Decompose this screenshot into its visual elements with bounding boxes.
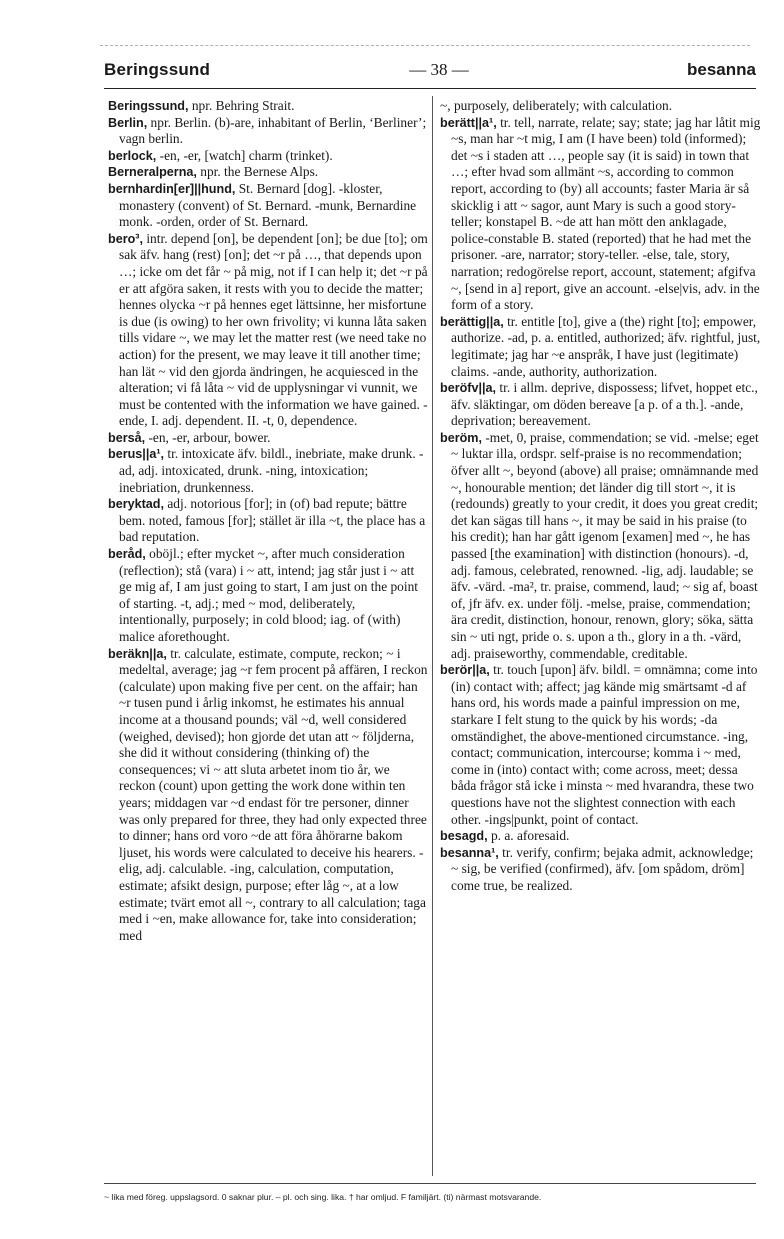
entry-headword: beråd, (108, 547, 146, 562)
entry-definition: npr. Behring Strait. (188, 98, 295, 113)
column-divider (432, 96, 433, 1176)
dictionary-entry (108, 164, 428, 181)
entry-headword: besanna¹, (440, 845, 499, 860)
right-column (440, 98, 762, 895)
entry-headword: Berneralperna, (108, 165, 197, 180)
entry-headword: berus||a¹, (108, 447, 165, 462)
page-number: — 38 — (409, 60, 469, 79)
page-header (104, 60, 756, 88)
left-guide-word: Beringssund (104, 60, 211, 79)
abbreviation-footnote: ~ lika med föreg. uppslagsord. 0 saknar plur. – pl. och sing. lika. † har omljud. F familjärt. (ti) närmast motsvarande. (104, 1192, 542, 1202)
entry-headword: Beringssund, (108, 99, 189, 113)
entry-headword: beröm, (440, 430, 482, 445)
dictionary-entry (440, 98, 762, 115)
footer-rule (104, 1183, 756, 1184)
entry-definition: -met, 0, praise, commendation; se vid. -melse; eget ~ luktar illa, ordspr. self-praise is no recommendation; öfver allt ~, beyond (above) all praise; omnämnande med ~, honourable mention; det länder dig till stort ~, it is (redounds) greatly to your credit, it does you great credit; det kan sägas till hans ~, it may be said in his praise (to his credit); han har gått igenom [examen] med ~, he has passed [the examination] with distinction (honours). -d, adj. famous, celebrated, renowned. -lig, adj. laudable; se äfv. -värd. -ma², tr. praise, commend, laud; ~ sig af, boast of, jfr äfv. ex. under följ. -melse, praise, commendation; ära credit, distinction, honour, renown, glory; söka, sätta sin ~ uti ngt, pride o. s. upon a th., glory in a th. -värd, adj. praiseworthy, commendable, creditable. (451, 429, 759, 661)
entry-definition: npr. Berlin. (b)-are, inhabitant of Berlin, ‘Berliner’; vagn berlin. (119, 114, 427, 147)
entry-definition: tr. intoxicate äfv. bildl., inebriate, make drunk. -ad, adj. intoxicated, drunk. -ning, intoxication; inebriation, drunkenness. (119, 446, 424, 495)
dictionary-entry (108, 148, 428, 165)
dictionary-entry (108, 496, 428, 546)
entry-headword: berättig||a, (440, 314, 504, 329)
entry-definition: tr. entitle [to], give a (the) right [to]; empower, authorize. -ad, p. a. entitled, authorized; äfv. rightful, just, legitimate; jag har ~e anspråk, I have just (legitimate) claims. -ande, authority, authorization. (451, 313, 761, 379)
entry-headword: beräkn||a, (108, 646, 167, 661)
entry-definition: ~, purposely, deliberately; with calculation. (440, 98, 673, 113)
dictionary-entry (108, 181, 428, 231)
dictionary-entry (108, 98, 428, 115)
dictionary-entry (440, 380, 762, 430)
entry-headword: bero³, (108, 231, 143, 246)
left-column (108, 98, 428, 944)
dictionary-entry (108, 115, 428, 148)
entry-definition: -en, -er, [watch] charm (trinket). (156, 147, 333, 163)
dictionary-entry (440, 314, 762, 380)
entry-definition: tr. tell, narrate, relate; say; state; jag har låtit mig ~s, man har ~t mig, I am (I have been) told (informed); det ~s i staden att …, people say (it is said) in town that …; efter hvad som allmänt ~s, according to common report, according to (by) all accounts; faster Maria är så skicklig i att ~ sagor, aunt Mary is such a good story-teller; konstapel B. ~de att han mött den anklagade, police-constable B. stated (reported) that he had met the prisoner. -are, narrator; story-teller. -else, tale, story, narration; redogörelse report, account, statement; afgifva ~, [send in a] report, give an account. -else|vis, adv. in the form of a story. (451, 114, 761, 313)
entry-definition: oböjl.; efter mycket ~, after much consideration (reflection); stå (vara) i ~ att, intend; jag står just i ~ att ge mig af, I am just going to start, I am just on the point of starting. -t, adj.; med ~ mod, deliberately, intentionally, purposely; in cold blood; iag. of (with) malice aforethought. (119, 546, 419, 644)
header-rule (104, 88, 756, 89)
entry-headword: bernhardin[er]||hund, (108, 181, 236, 196)
dictionary-entry (108, 546, 428, 646)
entry-definition: tr. touch [upon] äfv. bildl. = omnämna; come into (in) contact with; affect; jag kände mig smärtsamt -d af hans ord, his words made a painful impression on me, starkare I felt stung to the quick by his words; -da omständighet, the above-mentioned circumstance. -ing, contact; communication, intercourse; komma i ~ med, come in (into) contact with; come across, meet; dessa båda frågor stå icke i minsta ~ med hvarandra, these two questions have not the slightest connection with each other. -ings|punkt, point of contact. (451, 662, 758, 827)
dictionary-entry (108, 231, 428, 430)
entry-definition: tr. calculate, estimate, compute, reckon; ~ i medeltal, average; jag ~r fem procent på affären, I reckon (calculate) upon making five per cent. on the affair; han ~r tusen pund i årlig inkomst, he estimates his annual income at a thousand pounds; väl ~d, well considered (weighed, devised); hon gjorde det utan att ~ följderna, she did it without considering (thinking of) the consequences; vi ~ att sluta arbetet inom tio år, we reckon (count) upon getting the work done within ten years; middagen var ~d endast för tre personer, dinner was only prepared for three, they had only expected three to dinner; hans ord voro ~de att föra åhörarne bakom ljuset, his words were calculated to deceive his hearers. -elig, adj. calculable. -ing, calculation, computation, estimate; afsikt design, purpose; efter låg ~, at a low estimate; tvärt emot all ~, contrary to all calculation; taga med i ~en, make allowance for, take into consideration; med (119, 645, 428, 943)
dictionary-entry (108, 646, 428, 945)
dictionary-entry (108, 446, 428, 496)
entry-definition: -en, -er, arbour, bower. (145, 429, 271, 445)
entry-headword: berlock, (108, 148, 157, 163)
right-guide-word: besanna (687, 60, 756, 79)
entry-definition: tr. verify, confirm; bejaka admit, acknowledge; ~ sig, be verified (confirmed), äfv. [om spådom, dröm] come true, be realized. (451, 844, 754, 893)
dictionary-entry (440, 430, 762, 662)
entry-headword: beryktad, (108, 497, 164, 512)
entry-headword: berör||a, (440, 663, 490, 678)
entry-headword: Berlin, (108, 115, 148, 130)
entry-definition: St. Bernard [dog]. -kloster, monastery (convent) of St. Bernard. -munk, Bernardine monk. -orden, order of St. Bernard. (119, 180, 417, 230)
entry-definition: tr. i allm. deprive, dispossess; lifvet, hoppet etc., äfv. släktingar, om döden bereave [a p. of a th.]. -ande, deprivation; bereavement. (451, 380, 758, 429)
dictionary-entry (440, 845, 762, 895)
dictionary-entry (440, 115, 762, 314)
entry-headword: berså, (108, 430, 146, 445)
top-edge-line (100, 45, 750, 46)
entry-headword: berätt||a¹, (440, 115, 497, 130)
entry-definition: npr. the Bernese Alps. (196, 164, 319, 180)
dictionary-entry (440, 662, 762, 828)
entry-definition: adj. notorious [for]; in (of) bad repute; bättre bem. noted, famous [for]; stället är illa ~t, the place has a bad reputation. (119, 496, 426, 545)
dictionary-entry (108, 430, 428, 447)
entry-definition: p. a. aforesaid. (487, 828, 570, 844)
entry-headword: beröfv||a, (440, 381, 497, 396)
entry-headword: besagd, (440, 829, 488, 844)
dictionary-entry (440, 828, 762, 845)
entry-definition: intr. depend [on], be dependent [on]; be due [to]; om sak äfv. hang (rest) [on]; det ~r på …, that depends upon …; icke om det får ~ på mig, not if I can help it; det ~r på er att afgöra saken, it rests with you to decide the matter; hennes olycka ~r på hennes eget lättsinne, her misfortune is due (is owing) to her own frivolity; vi kunna låta saken tills vidare ~, we may let the matter rest (we need take no action) for the present, we may leave it till another time; han lät ~ vid den gjorda ändringen, he acquiesced in the alteration; vi få låta ~ vid de upplysningar vi vunnit, we must be contented with the information we have gained. -ende, I. adj. dependent. II. -t, 0, dependence. (119, 230, 428, 429)
